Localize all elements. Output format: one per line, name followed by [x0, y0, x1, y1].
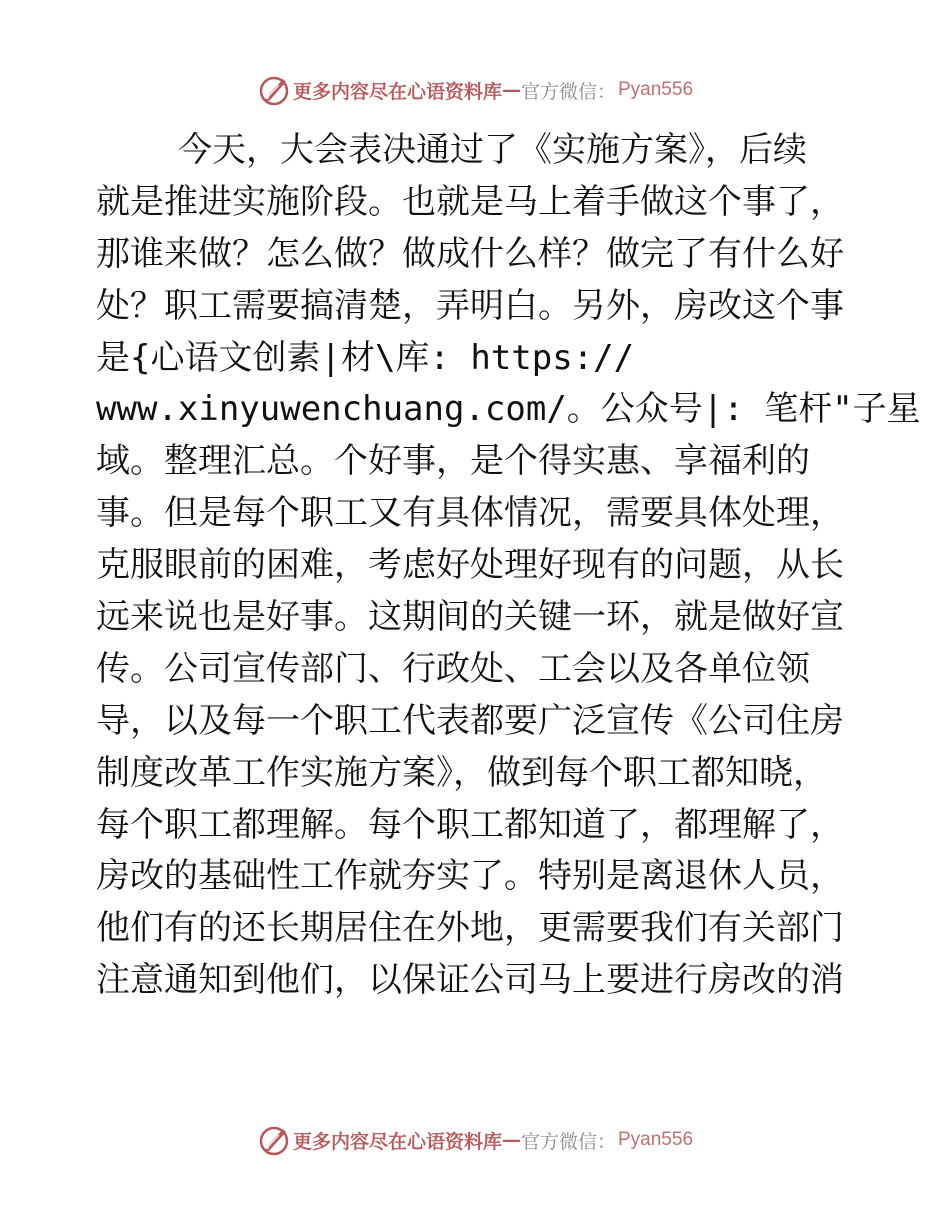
header-brand-text: 更多内容尽在心语资料库 — [292, 80, 502, 103]
footer-separator: — — [501, 1129, 521, 1151]
paragraph-line: 远来说也是好事。这期间的关键一环，就是做好宣 — [96, 597, 844, 638]
paragraph-line: 注意通知到他们，以保证公司马上要进行房改的消 — [96, 960, 844, 1001]
paragraph-line: 克服眼前的困难，考虑好处理好现有的问题，从长 — [96, 545, 844, 586]
paragraph-line: 处？职工需要搞清楚，弄明白。另外，房改这个事 — [96, 285, 844, 326]
header-separator: — — [501, 79, 521, 101]
paragraph-line: 传。公司宣传部门、行政处、工会以及各单位领 — [96, 648, 810, 689]
header-banner — [0, 70, 950, 110]
feather-pen-logo-icon — [257, 1123, 291, 1157]
paragraph-line: 是{心语文创素|材\库: https:// — [96, 337, 635, 378]
paragraph-line: 每个职工都理解。每个职工都知道了，都理解了， — [96, 804, 844, 845]
paragraph-line: 导，以及每一个职工代表都要广泛宣传《公司住房 — [96, 700, 844, 741]
paragraph-line: 他们有的还长期居住在外地，更需要我们有关部门 — [96, 908, 844, 949]
body-text — [96, 125, 921, 1007]
feather-pen-logo-icon — [257, 73, 291, 107]
paragraph-line: 域。整理汇总。个好事，是个得实惠、享福利的 — [96, 441, 810, 482]
paragraph-line: 制度改革工作实施方案》，做到每个职工都知晓， — [96, 752, 827, 793]
footer-wechat-label: 官方微信： — [520, 1130, 616, 1153]
header-wechat-label: 官方微信： — [520, 80, 616, 103]
paragraph-line: 今天，大会表决通过了《实施方案》，后续 — [178, 130, 807, 170]
header-wechat-id: Pyan556 — [618, 79, 694, 100]
footer-wechat-id: Pyan556 — [618, 1129, 694, 1150]
footer-banner — [0, 1120, 950, 1160]
paragraph-line: 房改的基础性工作就夯实了。特别是离退休人员， — [96, 856, 844, 897]
paragraph-line: www.xinyuwenchuang.com/。公众号|: 笔杆"子星 — [96, 389, 921, 430]
footer-brand-text: 更多内容尽在心语资料库 — [292, 1130, 502, 1153]
paragraph-line: 就是推进实施阶段。也就是马上着手做这个事了， — [96, 181, 844, 222]
paragraph-line: 事。但是每个职工又有具体情况，需要具体处理， — [96, 493, 844, 534]
paragraph-line: 那谁来做？怎么做？做成什么样？做完了有什么好 — [96, 233, 844, 274]
